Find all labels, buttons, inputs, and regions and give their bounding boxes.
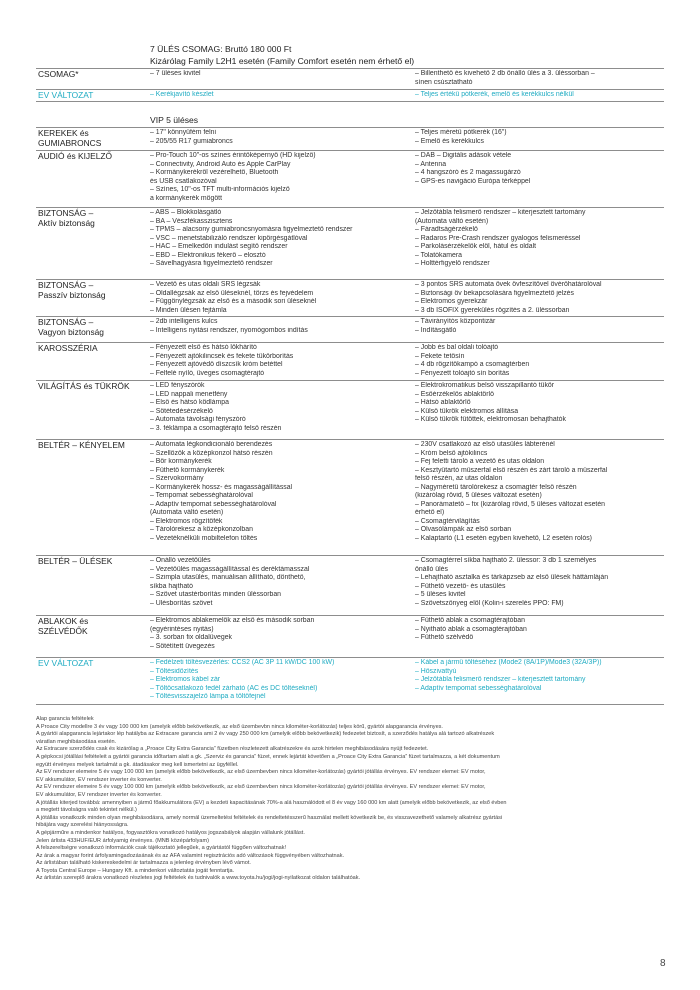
spec-line: – Connectivity, Android Auto és Apple CarPlay	[150, 160, 291, 168]
spec-line: – Teljes méretű pótkerék (16")	[415, 129, 507, 136]
spec-line: – Jobb és bal oldali tolóajtó	[415, 344, 499, 351]
spec-line: – Önálló vezetőülés	[150, 557, 211, 564]
spec-line: – Olvasólámpák az első sorban	[415, 526, 512, 534]
spec-line: – Ülésborítás szövet	[150, 599, 213, 607]
row-label-line: Vagyon biztonság	[38, 326, 104, 337]
spec-col1	[150, 281, 405, 315]
divider	[36, 207, 664, 208]
spec-line: – 205/55 R17 gumiabroncs	[150, 137, 233, 145]
spec-line: – Külső tükrök fűtöttek, elektromosan behajthatók	[415, 416, 566, 424]
divider	[36, 127, 664, 128]
row-label: CSOMAG*	[38, 69, 79, 79]
spec-line: (Automata váltó esetén)	[150, 509, 224, 517]
spec-line: – Jelzőtábla felismerő rendszer – kiterjesztett tartomány	[415, 676, 586, 684]
spec-col2	[415, 281, 665, 315]
ev-col2	[415, 91, 665, 100]
divider	[36, 555, 664, 556]
spec-line: – Külső tükrök elektromos állítása	[415, 407, 519, 415]
spec-col2	[415, 557, 665, 608]
footnote-line: A felszereltségre vonatkozó információk csak tájékoztató jellegűek, a gyártástól függően változhatnak!	[36, 845, 287, 852]
footnote-line: A gépkocsi jótállási feltételeit a gyártói garancia időtartam alatt a gk. „Szerviz és garancia” füzet, ennek lejártát követően a „Proace City Extra Garancia” füzet tartalmazza, a két dokumentum	[36, 753, 500, 760]
spec-line: – 230V csatlakozó az első utasülés lábterénél	[415, 441, 555, 448]
spec-line: – Elektromos gyerekzár	[415, 298, 488, 306]
spec-line: – 4 hangszóró és 2 magassugárzó	[415, 169, 521, 177]
spec-line: – Automata távolsági fényszóró	[150, 416, 246, 424]
spec-line: (Automata váltó esetén)	[415, 217, 489, 225]
row-label-line: Passzív biztonság	[38, 289, 106, 300]
spec-col1	[150, 129, 405, 146]
spec-line: – Felfelé nyíló, üveges csomagtérajtó	[150, 369, 265, 377]
row-label-line: VILÁGÍTÁS és TÜKRÖK	[38, 381, 130, 391]
spec-col2	[415, 152, 665, 186]
row-label	[38, 344, 148, 354]
spec-line: – BA – Vészfékasszisztens	[150, 217, 233, 225]
spec-line: – Bőr kormánykerék	[150, 458, 212, 466]
spec-line: – EBD – Elektronikus fékerő – elosztó	[150, 251, 266, 259]
spec-line: síkba hajtható	[150, 582, 193, 590]
row-label	[38, 129, 148, 149]
spec-line: – Vezető és utas oldali SRS légzsák	[150, 281, 261, 288]
divider	[36, 316, 664, 317]
spec-line: – Tárolórekesz a középkonzolban	[150, 526, 253, 534]
divider	[36, 704, 664, 705]
spec-line: – Sötétített üvegezés	[150, 642, 215, 650]
row-label-line: BELTÉR – ÜLÉSEK	[38, 556, 113, 566]
spec-line: – Parkolásérzékelők elöl, hátul és oldalt	[415, 243, 537, 251]
spec-line: – Töltésidőzítés	[150, 667, 199, 675]
spec-line: – 2db intelligens kulcs	[150, 318, 218, 325]
row-label-line: GUMIABRONCS	[38, 137, 102, 148]
variant-title: VIP 5 üléses	[150, 115, 199, 125]
package-title: 7 ÜLÉS CSOMAG: Bruttó 180 000 Ft	[150, 44, 292, 54]
footnote-line: váratlan meghibásodása esetén.	[36, 738, 117, 745]
ev-col2	[415, 659, 665, 693]
spec-line: – Fűthető kormánykerék	[150, 466, 225, 474]
spec-line: – Lehajtható asztalka és tárkápzseb az első ülések háttámláján	[415, 574, 609, 582]
spec-line: – Vezetőülés magasságállítással és deréktámasszal	[150, 565, 310, 573]
spec-line: – Biztonsági öv bekapcsolására figyelmeztető jelzés	[415, 289, 574, 297]
divider	[36, 615, 664, 616]
footnotes	[36, 716, 664, 883]
divider	[36, 68, 664, 69]
spec-col1	[150, 209, 405, 269]
spec-line: – GPS-es navigáció Európa térképpel	[415, 177, 531, 185]
spec-line: – 7 üléses kivitel	[150, 70, 201, 77]
divider	[36, 380, 664, 381]
spec-col2	[415, 344, 665, 378]
spec-line: – Elektromos ablakemelők az első és második sorban	[150, 617, 315, 624]
spec-line: – Teljes értékű pótkerék, emelő és kerékkulcs nélkül	[415, 91, 574, 98]
spec-line: – Holttérfigyelő rendszer	[415, 260, 490, 268]
spec-line: – Króm belső ajtókilincs	[415, 449, 488, 457]
spec-line: – Automata légkondicionáló berendezés	[150, 441, 273, 448]
footnote-line: Az EV rendszer elemeire 5 év vagy 100 000 km (amelyik előbb bekövetkezik, az első üzembevben nincs kilométer-korlátozás) gyártói jótállás érvényes. EV rendszer elemei: EV motor,	[36, 784, 486, 791]
spec-line: a kormánykerék mögött	[150, 194, 222, 202]
spec-line: – 5 üléses kivitel	[415, 591, 466, 599]
spec-line: – Elektromos kábel zár	[150, 676, 221, 684]
csomag-col2	[415, 70, 665, 87]
footnote-line: A Proace City modellre 3 év vagy 100 000 km (amelyik előbb bekövetkezik, az első üzembevbn nincs kilométer-korlátozás) teljes körű, gyártói alapgarancia érvényes.	[36, 723, 443, 730]
spec-col1	[150, 344, 405, 378]
spec-line: – Adaptív tempomat sebességhatárolóval	[150, 500, 277, 508]
row-label	[38, 318, 148, 338]
page-number: 8	[660, 958, 666, 969]
spec-line: – Elektrokromatikus belső visszapillantó tükör	[415, 382, 555, 389]
spec-line: – Nyitható ablak a csomagtérajtóban	[415, 625, 527, 633]
package-subtitle: Kizárólag Family L2H1 esetén (Family Comfort esetén nem érhető el)	[150, 56, 415, 66]
spec-line: – Távirányítós központizár	[415, 318, 496, 325]
spec-line: – DAB – Digitális adások vétele	[415, 152, 512, 159]
spec-line: – Első és hátsó ködlámpa	[150, 399, 229, 407]
row-label-line: BIZTONSÁG –	[38, 208, 94, 218]
spec-line: – Színes, 10"-os TFT multi-információs kijelző	[150, 186, 290, 194]
row-label	[38, 152, 148, 162]
spec-line: érhető el)	[415, 509, 445, 517]
row-label-line: BELTÉR – KÉNYELEM	[38, 440, 125, 450]
spec-col2	[415, 441, 665, 544]
spec-line: – Csomagtérrel síkba hajtható 2. ülessor: 3 db 1 személyes	[415, 557, 597, 564]
spec-line: – Fáradtságérzékelő	[415, 226, 478, 234]
spec-line: – Tolatókamera	[415, 251, 462, 259]
footnote-line: EV akkumulátor, EV rendszer inverter és konverter.	[36, 776, 162, 783]
row-label	[38, 382, 148, 392]
spec-line: – TPMS – alacsony gumiabroncsnyomásra figyelmeztető rendszer	[150, 226, 353, 234]
spec-line: – Szövetszőnyeg elöl (Kolin-i szerelés PPO: FM)	[415, 599, 564, 607]
row-label-line: AUDIÓ és KIJELZŐ	[38, 151, 112, 161]
spec-line: – Kalaptartó (L1 esetén egyben kivehető, L2 esetén rolós)	[415, 535, 592, 543]
footnote-line: Jelen árlista 433HUF/EUR árfolyamig érvényes. (MNB középárfolyam)	[36, 837, 209, 844]
spec-line: – Oldallégzsák az első üléseknél, törzs és fejvédelem	[150, 289, 314, 297]
row-label-line: KEREKEK és	[38, 128, 89, 138]
spec-line: – Töltőcsatlakozó fedél zárható (AC és DC töltéseknél)	[150, 684, 318, 692]
footnote-line: Az Extracare szerződés csak és kizárólag a „Proace City Extra Garancia” füzetben részletezett alkatrészekre és azok hirtelen meghibásodására nyújt fedezetet.	[36, 746, 429, 753]
spec-col2	[415, 382, 665, 425]
divider	[36, 439, 664, 440]
spec-col2	[415, 129, 665, 146]
row-label	[38, 441, 148, 451]
row-label-line: KAROSSZÉRIA	[38, 343, 98, 353]
spec-line: – Kesztyűtartó műszerfal első részén és zárt tároló a műszerfal	[415, 466, 608, 474]
row-label	[38, 557, 148, 567]
row-label	[38, 209, 148, 229]
footnote-line: A jótállás vonatkozik minden olyan meghibásodásra, amely normál üzemeltetési feltételek és rendeltetésszerű használat mellett következik be, és visszavezethető valamely alkatrész gyártási	[36, 814, 503, 821]
row-label-line: Aktív biztonság	[38, 217, 95, 228]
divider	[36, 657, 664, 658]
spec-line: – LED nappali menetfény	[150, 390, 228, 398]
spec-line: – Fűthető ablak a csomagtérajtóban	[415, 617, 525, 624]
divider	[36, 89, 664, 90]
spec-line: – Adaptív tempomat sebességhatárolóval	[415, 684, 542, 692]
spec-line: – Sávelhagyásra figyelmeztető rendszer	[150, 260, 273, 268]
footnote-line: Az EV rendszer elemeire 5 év vagy 100 000 km (amelyik előbb bekövetkezik, az első üzembevben nincs kilométer-korlátozás) gyártói jótállás érvényes. EV rendszer elemei: EV motor,	[36, 769, 486, 776]
spec-line: – 4 db rögzítőkampó a csomagtérben	[415, 361, 530, 369]
spec-line: önálló ülés	[415, 565, 448, 573]
spec-line: – 17" könnyűfém felni	[150, 129, 217, 136]
spec-line: – Fedélzeti töltésvezérlés: CCS2 (AC 3P 11 kW/DC 100 kW)	[150, 659, 335, 666]
spec-col2	[415, 209, 665, 269]
spec-col1	[150, 152, 405, 203]
spec-line: – Kábel a jármű töltéséhez (Mode2 (8A/1P)/Mode3 (32A/3P))	[415, 659, 602, 666]
spec-line: sínen csúsztatható	[415, 78, 473, 86]
spec-line: – Nagyméretű tárolórekesz a csomagtér felső részén	[415, 483, 577, 491]
spec-line: és USB csatlakozóval	[150, 177, 217, 185]
footnote-line: a megtett távolságra való tekintet nélkül.)	[36, 807, 137, 814]
spec-line: – Fényezett tolóajtó sín borítás	[415, 369, 510, 377]
spec-line: – Hátsó ablaktörlő	[415, 399, 471, 407]
spec-line: – Emelő és kerékkulcs	[415, 137, 484, 145]
spec-line: – Esőérzékelős ablaktörlő	[415, 390, 494, 398]
spec-line: – VSC – menetstabilizáló rendszer kipörgésgátlóval	[150, 234, 308, 242]
row-label	[38, 281, 148, 301]
spec-line: – Intelligens nyitási rendszer, nyomógombos indítás	[150, 326, 308, 334]
spec-col1	[150, 557, 405, 608]
spec-line: – Antenna	[415, 160, 447, 168]
footnote-line: Az árlistán szereplő árakra vonatkozó részletes jogi feltételek és tudnivalók a www.toyota.hu/jogi/jogi-nyilatkozat oldalon találhatóak.	[36, 875, 361, 882]
spec-line: – 3 pontos SRS automata övek övfeszítővel övérőhatárolóval	[415, 281, 602, 288]
spec-line: – Hőszivattyú	[415, 667, 457, 675]
spec-line: – Billenthető és kivehető 2 db önálló ülés a 3. üléssorban –	[415, 70, 595, 77]
spec-col1	[150, 441, 405, 544]
spec-line: – Tempomat sebességhatárolóval	[150, 492, 253, 500]
ev-col1	[150, 659, 405, 702]
ev-label: EV VÁLTOZAT	[38, 658, 94, 668]
spec-line: – Fényezett első és hátsó lökhárító	[150, 344, 257, 351]
footnote-line: Az árlistában található kiskereskedelmi ár tartalmazza a jelenleg érvényben lévő vámot.	[36, 860, 251, 867]
spec-line: – Fekete tetősín	[415, 352, 465, 360]
csomag-col1	[150, 70, 405, 79]
divider	[36, 101, 664, 102]
spec-col2	[415, 318, 665, 335]
spec-line: – Minden ülésen fejtámla	[150, 306, 227, 314]
spec-line: – Radaros Pre-Crash rendszer gyalogos felismeréssel	[415, 234, 581, 242]
footnote-line: A Toyota Central Europe – Hungary Kft. a mindenkori változtatás jogát fenntartja.	[36, 867, 235, 874]
spec-line: – Jelzőtábla felismerő rendszer – kiterjesztett tartomány	[415, 209, 586, 216]
spec-line: – 3 db ISOFIX gyerekülés rögzítés a 2. üléssorban	[415, 306, 570, 314]
spec-line: – Panorámatető – fix (kizárólag rövid, 5 üléses változat esetén	[415, 500, 605, 508]
spec-line: – Függönylégzsák az első és a második sori üléseknél	[150, 298, 317, 306]
spec-col1	[150, 318, 405, 335]
divider	[36, 150, 664, 151]
row-label-line: BIZTONSÁG –	[38, 280, 94, 290]
spec-col2	[415, 617, 665, 643]
spec-line: – Kormánykerékről vezérelhető, Bluetooth	[150, 169, 279, 177]
row-label	[38, 617, 148, 637]
spec-line: – Fűthető vezető- és utasülés	[415, 582, 506, 590]
spec-line: – Indításgátló	[415, 326, 457, 334]
spec-line: – 3. féklámpa a csomagtérajtó felső részén	[150, 424, 282, 432]
spec-line: – LED fényszórók	[150, 382, 205, 389]
footnote-line: együtt érvényes melyek tartalmát a gk. átadásakor meg kell ismertetni az ügyféllel.	[36, 761, 239, 768]
spec-line: – ABS – Blokkolásgátló	[150, 209, 222, 216]
spec-line: – HAC – Emelkedőn indulást segítő rendszer	[150, 243, 288, 251]
spec-line: – Fényezett ajtókilincsek és fekete tükörborítás	[150, 352, 294, 360]
footnote-line: A gyártói alapgarancia lejártakor lép hatályba az Extracare garancia ami 2 év vagy 250 000 km (amelyik előbb bekövetkezik) fedezetet biztosít, a szerződés hatálya alá tartozó alkatrészek	[36, 731, 495, 738]
footnote-line: EV akkumulátor, EV rendszer inverter és konverter.	[36, 791, 162, 798]
ev-col1	[150, 91, 405, 100]
spec-line: – 3. sorban fix oldalüvegek	[150, 634, 232, 642]
footnote-line: Az árak a magyar forint árfolyamingadozásának és az ÁFA valamint regisztrációs adó változások függvényében változhatnak.	[36, 852, 345, 859]
spec-line: – Elektromos rögzítőfék	[150, 517, 223, 525]
row-label-line: SZÉLVÉDŐK	[38, 625, 88, 636]
spec-col1	[150, 617, 405, 651]
spec-line: – Kormánykerék hossz- és magasságállítással	[150, 483, 293, 491]
row-label-line: BIZTONSÁG –	[38, 317, 94, 327]
divider	[36, 342, 664, 343]
spec-line: – Töltésvisszajelző lámpa a töltőfejnél	[150, 693, 266, 701]
spec-line: – Szellőzők a középkonzol hátsó részén	[150, 449, 273, 457]
spec-line: – Fényezett ajtóvédő díszcsík króm betéttel	[150, 361, 283, 369]
footnote-line: Alap garancia feltételek	[36, 716, 94, 722]
spec-line: – Szervokormány	[150, 475, 204, 483]
spec-line: – Kerékjavító készlet	[150, 91, 214, 98]
spec-line: – Sötétedésérzékelő	[150, 407, 213, 415]
spec-line: – Csomagtérvilágítás	[415, 517, 480, 525]
ev-label: EV VÁLTOZAT	[38, 90, 94, 100]
divider	[36, 279, 664, 280]
spec-line: – Fej feletti tároló a vezető és utas oldalon	[415, 458, 545, 466]
spec-col1	[150, 382, 405, 433]
spec-line: – Vezetéknélküli mobiltelefon töltés	[150, 535, 258, 543]
spec-line: – Szövet utastérborítás minden üléssorban	[150, 591, 281, 599]
footnote-line: hibájára vagy szerelési hiányosságra.	[36, 822, 129, 829]
spec-line: (egyérintéses nyitás)	[150, 625, 214, 633]
row-label-line: ABLAKOK és	[38, 616, 89, 626]
spec-line: – Szimpla utasülés, manuálisan állítható, dönthető,	[150, 574, 306, 582]
spec-line: – Pro-Touch 10"-os színes érintőképernyő (HD kijelző)	[150, 152, 316, 159]
spec-line: – Fűthető szélvédő	[415, 634, 474, 642]
footnote-line: A jótállás kiterjed továbbá: amennyiben a jármű főakkumulátora (EV) a kezdeti kapacitásának 70%-a alá használódott el 8 év vagy 160 000 km alatt (amelyik előbb bekövetkezik, az első évben	[36, 799, 507, 806]
spec-line: (kizárólag rövid, 5 üléses változat esetén)	[415, 492, 542, 500]
spec-line: felső részén, az utas oldalon	[415, 475, 503, 483]
footnote-line: A gépjárműre a mindenkor hatályos, fogyasztókra vonatkozó hatályos jogszabályok alapján vállalunk jótállást.	[36, 829, 305, 836]
